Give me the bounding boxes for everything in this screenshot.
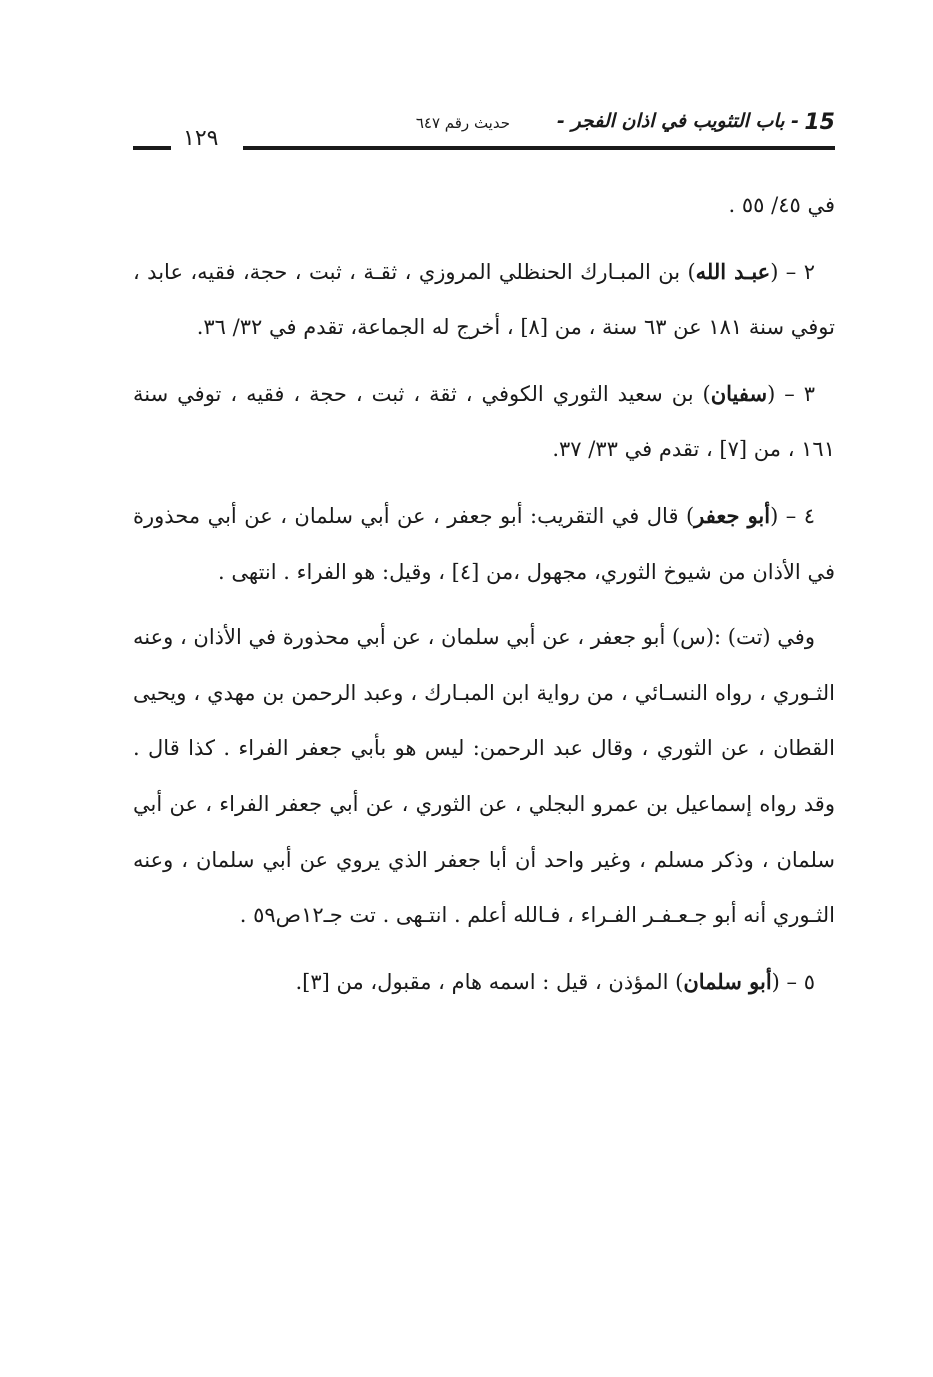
entry-number: ٣ – ( <box>767 381 815 406</box>
header-rule-short <box>133 146 171 150</box>
page-body <box>133 178 835 1010</box>
entry-number: ٥ – ( <box>771 969 815 994</box>
paragraph-text: في ٤٥/ ٥٥ . <box>728 193 835 217</box>
entry-number: ٤ – ( <box>770 503 816 528</box>
entry-number: ٢ – ( <box>770 259 815 284</box>
paragraph <box>133 178 835 234</box>
narrator-entry <box>133 488 835 600</box>
narrator-entry <box>133 366 835 478</box>
entry-text: ) بن المبـارك الحنظلي المروزي ، ثقـة ، ثبت ، حجة، فقيه، عابد ، توفي سنة ١٨١ عن ٦٣ سنة ، من [٨] ، أخرج له الجماعة، تقدم في ٣٢/ ٣٦. <box>133 259 835 340</box>
narrator-entry <box>133 244 835 356</box>
hadith-reference: حديث رقم ٦٤٧ <box>415 114 510 132</box>
entry-text: ) قال في التقريب: أبو جعفر ، عن أبي سلمان ، عن أبي محذورة في الأذان من شيوخ الثوري، مجهول ،من [٤] ، وقيل: هو الفراء . انتهى . <box>133 503 835 584</box>
entry-text: ) بن سعيد الثوري الكوفي ، ثقة ، ثبت ، حجة ، فقيه ، توفي سنة ١٦١ ، من [٧] ، تقدم في ٣٣/ ٣٧. <box>133 381 835 462</box>
narrator-name: سفيان <box>710 380 768 406</box>
narrator-name: عبـد الله <box>695 258 771 284</box>
page-number: ١٢٩ <box>183 126 219 151</box>
header-rule <box>243 146 835 150</box>
chapter-number: 15 <box>804 110 835 135</box>
narrator-name: أبو سلمان <box>683 968 772 994</box>
paragraph <box>133 610 835 944</box>
entry-text: ) المؤذن ، قيل : اسمه هام ، مقبول، من [٣]. <box>295 969 684 994</box>
narrator-name: أبو جعفر <box>694 502 771 528</box>
chapter-title: - باب التثويب في اذان الفجر - <box>556 110 799 132</box>
page-header <box>133 106 835 158</box>
narrator-entry <box>133 954 835 1011</box>
paragraph-text: وفي (تت) :(س) أبو جعفر ، عن أبي سلمان ، عن أبي محذورة في الأذان ، وعنه الثـوري ، رواه النسـائي ، من رواية ابن المبـارك ، وعبد الرحمن بن مهدي ، ويحيى القطان ، عن الثوري ، وقال عبد الرحمن: ليس هو بأبي جعفر الفراء . كذا قال . وقد رواه إسماعيل بن عمرو البجلي ، عن الثوري ، عن أبي جعفر الفراء ، عن أبي سلمان ، وذكر مسلم ، وغير واحد أن أبا جعفر الذي يروي عن أبي سلمان ، وعنه الثـوري أنه أبو جـعـفـر الفـراء ، فـالله أعلم . انتـهى . تت جـ١٢ص٥٩ . <box>133 625 835 928</box>
